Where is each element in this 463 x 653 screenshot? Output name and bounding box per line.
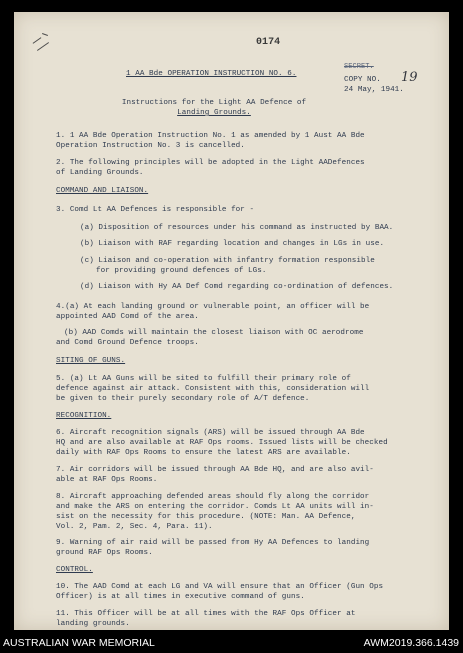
heading-command-and-liaison: COMMAND AND LIAISON. [56,187,149,195]
paragraph-3c-line-1: (c) Liaison and co-operation with infantry formation responsible [80,257,375,265]
heading-control: CONTROL. [56,566,93,574]
paragraph-3d: (d) Liaison with Hy AA Def Comd regarding co-ordination of defences. [80,283,394,291]
paragraph-5-line-1: 5. (a) Lt AA Guns will be sited to fulfill their primary role of [56,375,351,383]
paragraph-8-line-2: and make the ARS on entering the corridor. Comds Lt AA units will in- [56,503,374,511]
paragraph-8-line-1: 8. Aircraft approaching defended areas should fly along the corridor [56,493,370,501]
folio-number: 0174 [256,37,281,48]
paragraph-11-line-2: landing grounds. [56,620,130,628]
heading-recognition: RECOGNITION. [56,412,112,420]
paragraph-4a-line-2: appointed AAD Comd of the area. [56,313,199,321]
paragraph-10-line-2: Officer) is at all times in executive command of guns. [56,593,305,601]
copy-label: COPY NO. [344,76,381,84]
archive-footer [0,634,463,653]
footer-accession-number: AWM2019.366.1439 [363,637,459,649]
paragraph-11-line-1: 11. This Officer will be at all times with the RAF Ops Officer at [56,610,356,618]
paragraph-5-line-2: defence against air attack. Consistent with this, consideration will [56,385,370,393]
heading-siting-of-guns: SITING OF GUNS. [56,357,126,365]
document-title: 1 AA Bde OPERATION INSTRUCTION NO. 6. [126,70,297,78]
paragraph-3: 3. Comd Lt AA Defences is responsible for - [56,206,255,214]
paragraph-7-line-2: able at RAF Ops Rooms. [56,476,158,484]
document-page [14,12,449,630]
paragraph-6-line-1: 6. Aircraft recognition signals (ARS) will be issued through AA Bde [56,429,365,437]
paragraph-3a: (a) Disposition of resources under his command as instructed by BAA. [80,224,394,232]
paragraph-9-line-1: 9. Warning of air raid will be passed from Hy AA Defences to landing [56,539,370,547]
paragraph-4b-line-1: (b) AAD Comds will maintain the closest liaison with OC aerodrome [64,329,364,337]
paragraph-4a-line-1: 4.(a) At each landing ground or vulnerable point, an officer will be [56,303,370,311]
paragraph-3b: (b) Liaison with RAF regarding location and changes in LGs in use. [80,240,385,248]
paragraph-5-line-3: be given to their purely secondary role of A/T defence. [56,395,310,403]
paragraph-7-line-1: 7. Air corridors will be issued through AA Bde HQ, and are also avil- [56,466,374,474]
paragraph-8-line-3: sist on the necessity for this procedure. (NOTE: Man. AA Defence, [56,513,356,521]
subtitle-line-2: Landing Grounds. [177,109,251,117]
paragraph-2-line-2: of Landing Grounds. [56,169,144,177]
copy-number: 19 [401,70,418,85]
paragraph-8-line-4: Vol. 2, Pam. 2, Sec. 4, Para. 11). [56,523,213,531]
paragraph-3c-line-2: for providing ground defences of LGs. [96,267,267,275]
footer-institution: AUSTRALIAN WAR MEMORIAL [3,637,155,649]
paragraph-6-line-3: daily with RAF Ops Rooms to ensure the latest ARS are available. [56,449,351,457]
paragraph-1-line-1: 1. 1 AA Bde Operation Instruction No. 1 as amended by 1 Aust AA Bde [56,132,365,140]
paragraph-4b-line-2: and Comd Ground Defence troops. [56,339,199,347]
paragraph-1-line-2: Operation Instruction No. 3 is cancelled. [56,142,245,150]
subtitle-line-1: Instructions for the Light AA Defence of [121,99,307,107]
paragraph-9-line-2: ground RAF Ops Rooms. [56,549,153,557]
paragraph-2-line-1: 2. The following principles will be adopted in the Light AADefences [56,159,365,167]
classification-label: SECRET. [344,63,374,71]
document-date: 24 May, 1941. [344,86,404,94]
paragraph-6-line-2: HQ and are also available at RAF Ops rooms. Issued lists will be checked [56,439,388,447]
paragraph-10-line-1: 10. The AAD Comd at each LG and VA will ensure that an Officer (Gun Ops [56,583,384,591]
